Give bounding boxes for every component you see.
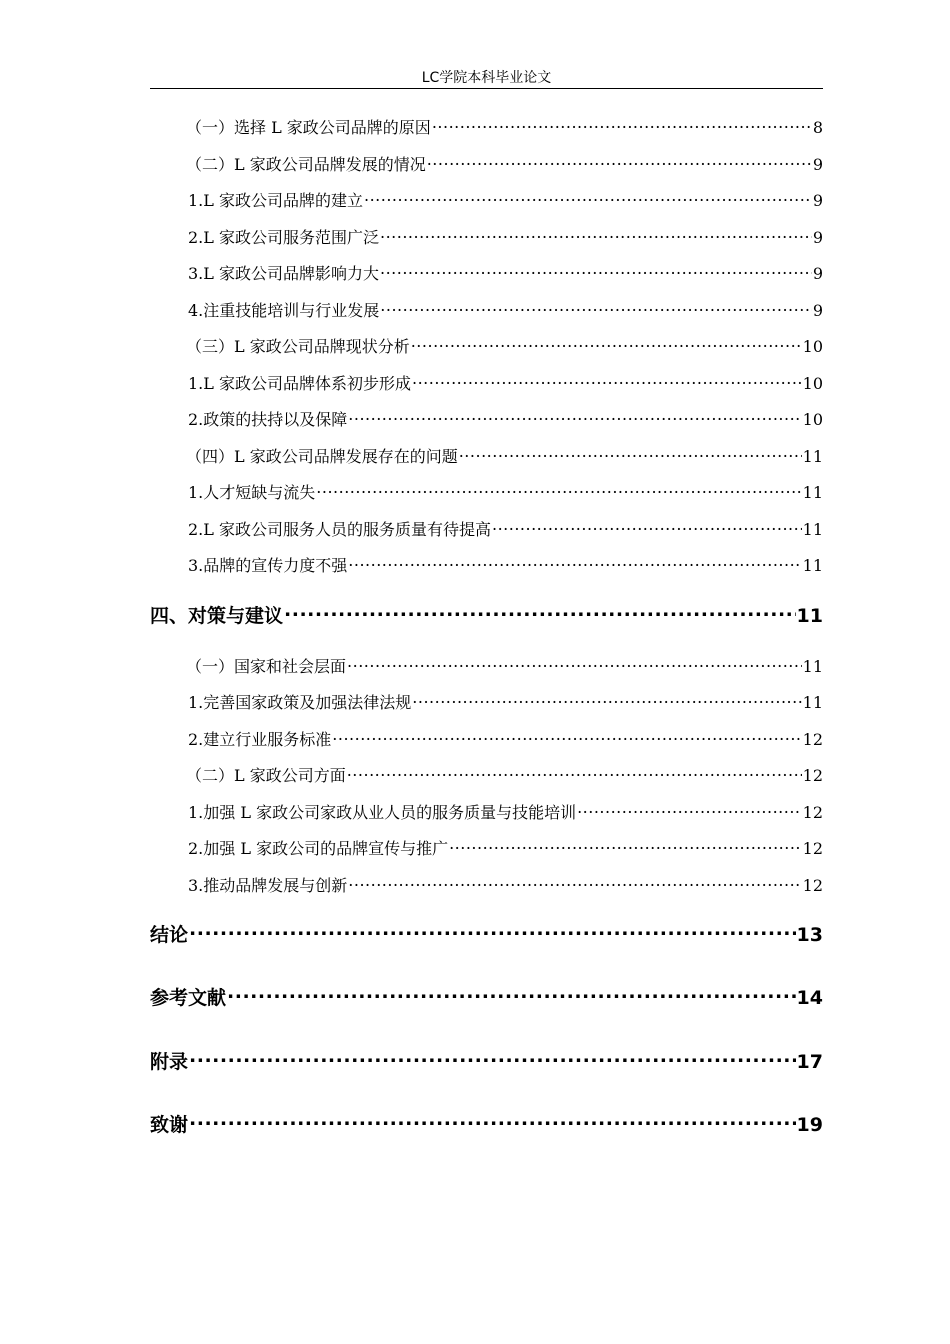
toc-entry-title: 致谢 xyxy=(150,1114,189,1136)
toc-entry-title: 3.品牌的宣传力度不强 xyxy=(188,556,348,575)
toc-entry[interactable] xyxy=(188,838,823,859)
toc-entry-title: 2.L 家政公司服务人员的服务质量有待提高 xyxy=(188,520,491,539)
toc-page-number: 12 xyxy=(802,803,823,822)
toc-page-number: 9 xyxy=(812,228,823,247)
toc-page-number: 8 xyxy=(812,118,823,137)
page-header: LC学院本科毕业论文 xyxy=(421,70,552,86)
toc-page-number: 17 xyxy=(796,1051,823,1073)
toc-page-number: 14 xyxy=(796,987,823,1009)
toc-leader-dots xyxy=(364,190,812,206)
toc-entry[interactable] xyxy=(188,692,823,713)
toc-entry-title: （二）L 家政公司品牌发展的情况 xyxy=(186,155,426,174)
toc-page-number: 11 xyxy=(802,447,823,466)
toc-leader-dots xyxy=(380,263,812,279)
toc-leader-dots xyxy=(347,656,802,672)
toc-leader-dots xyxy=(380,227,812,243)
toc-entry[interactable] xyxy=(188,263,823,284)
toc-page-number: 11 xyxy=(796,605,823,627)
toc-entry[interactable] xyxy=(188,409,823,430)
toc-entry-title: 2.加强 L 家政公司的品牌宣传与推广 xyxy=(188,839,449,858)
toc-entry-title: 3.推动品牌发展与创新 xyxy=(188,876,348,895)
toc-page-number: 12 xyxy=(802,730,823,749)
toc-entry[interactable] xyxy=(150,603,823,628)
toc-entry[interactable] xyxy=(186,154,823,175)
toc-page-number: 9 xyxy=(812,264,823,283)
toc-entry[interactable] xyxy=(188,555,823,576)
toc-leader-dots xyxy=(459,446,802,462)
toc-leader-dots xyxy=(189,922,796,941)
toc-leader-dots xyxy=(449,838,802,854)
toc-page-number: 12 xyxy=(802,839,823,858)
toc-entry-title: （四）L 家政公司品牌发展存在的问题 xyxy=(186,447,458,466)
toc-leader-dots xyxy=(348,875,801,891)
toc-entry-title: （三）L 家政公司品牌现状分析 xyxy=(186,337,410,356)
toc-entry-title: （一）选择 L 家政公司品牌的原因 xyxy=(186,118,431,137)
toc-entry[interactable] xyxy=(188,519,823,540)
toc-leader-dots xyxy=(316,482,801,498)
toc-page-number: 13 xyxy=(796,924,823,946)
toc-page-number: 9 xyxy=(812,191,823,210)
toc-entry-title: 1.人才短缺与流失 xyxy=(188,483,316,502)
toc-leader-dots xyxy=(432,117,812,133)
toc-entry-title: （二）L 家政公司方面 xyxy=(186,766,346,785)
toc-leader-dots xyxy=(227,985,796,1004)
toc-page-number: 9 xyxy=(812,301,823,320)
toc-leader-dots xyxy=(412,373,802,389)
toc-entry[interactable] xyxy=(150,922,823,947)
toc-entry[interactable] xyxy=(186,117,823,138)
toc-entry[interactable] xyxy=(150,1112,823,1137)
toc-entry[interactable] xyxy=(188,373,823,394)
toc-entry[interactable] xyxy=(186,765,823,786)
toc-page-number: 11 xyxy=(802,657,823,676)
toc-leader-dots xyxy=(348,409,801,425)
toc-leader-dots xyxy=(332,729,801,745)
toc-page-number: 12 xyxy=(802,876,823,895)
toc-leader-dots xyxy=(412,692,801,708)
toc-entry-title: 4.注重技能培训与行业发展 xyxy=(188,301,380,320)
toc-entry-title: 四、对策与建议 xyxy=(150,605,284,627)
toc-entry[interactable] xyxy=(188,300,823,321)
toc-page-number: 12 xyxy=(802,766,823,785)
toc-page-number: 19 xyxy=(796,1114,823,1136)
toc-entry-title: 参考文献 xyxy=(150,987,227,1009)
toc-leader-dots xyxy=(348,555,801,571)
toc-page-number: 10 xyxy=(802,337,823,356)
toc-page-number: 11 xyxy=(802,693,823,712)
toc-entry[interactable] xyxy=(188,802,823,823)
toc-leader-dots xyxy=(577,802,802,818)
toc-leader-dots xyxy=(427,154,812,170)
toc-entry[interactable] xyxy=(186,656,823,677)
toc-page-number: 10 xyxy=(802,410,823,429)
toc-page-number: 11 xyxy=(802,520,823,539)
toc-page-number: 9 xyxy=(812,155,823,174)
toc-entry[interactable] xyxy=(188,482,823,503)
toc-leader-dots xyxy=(189,1112,796,1131)
toc-leader-dots xyxy=(380,300,812,316)
toc-page-number: 11 xyxy=(802,483,823,502)
toc-entry[interactable] xyxy=(188,190,823,211)
toc-leader-dots xyxy=(492,519,802,535)
toc-leader-dots xyxy=(189,1049,796,1068)
toc-entry[interactable] xyxy=(188,875,823,896)
toc-leader-dots xyxy=(284,603,796,622)
toc-entry[interactable] xyxy=(186,336,823,357)
toc-entry-title: （一）国家和社会层面 xyxy=(186,657,347,676)
toc-entry[interactable] xyxy=(186,446,823,467)
toc-leader-dots xyxy=(347,765,802,781)
toc-entry-title: 1.完善国家政策及加强法律法规 xyxy=(188,693,412,712)
toc-entry[interactable] xyxy=(188,227,823,248)
toc-entry-title: 1.L 家政公司品牌体系初步形成 xyxy=(188,374,411,393)
toc-entry-title: 2.政策的扶持以及保障 xyxy=(188,410,348,429)
toc-entry-title: 2.L 家政公司服务范围广泛 xyxy=(188,228,379,247)
toc-entry-title: 附录 xyxy=(150,1051,189,1073)
toc-entry-title: 3.L 家政公司品牌影响力大 xyxy=(188,264,379,283)
header-rule xyxy=(150,88,823,89)
toc-page-number: 11 xyxy=(802,556,823,575)
toc-entry[interactable] xyxy=(188,729,823,750)
toc-page-number: 10 xyxy=(802,374,823,393)
toc-entry-title: 2.建立行业服务标准 xyxy=(188,730,332,749)
toc-entry[interactable] xyxy=(150,1049,823,1074)
toc-entry-title: 1.加强 L 家政公司家政从业人员的服务质量与技能培训 xyxy=(188,803,577,822)
toc-leader-dots xyxy=(411,336,802,352)
toc-entry[interactable] xyxy=(150,985,823,1010)
toc-entry-title: 1.L 家政公司品牌的建立 xyxy=(188,191,363,210)
toc-entry-title: 结论 xyxy=(150,924,189,946)
